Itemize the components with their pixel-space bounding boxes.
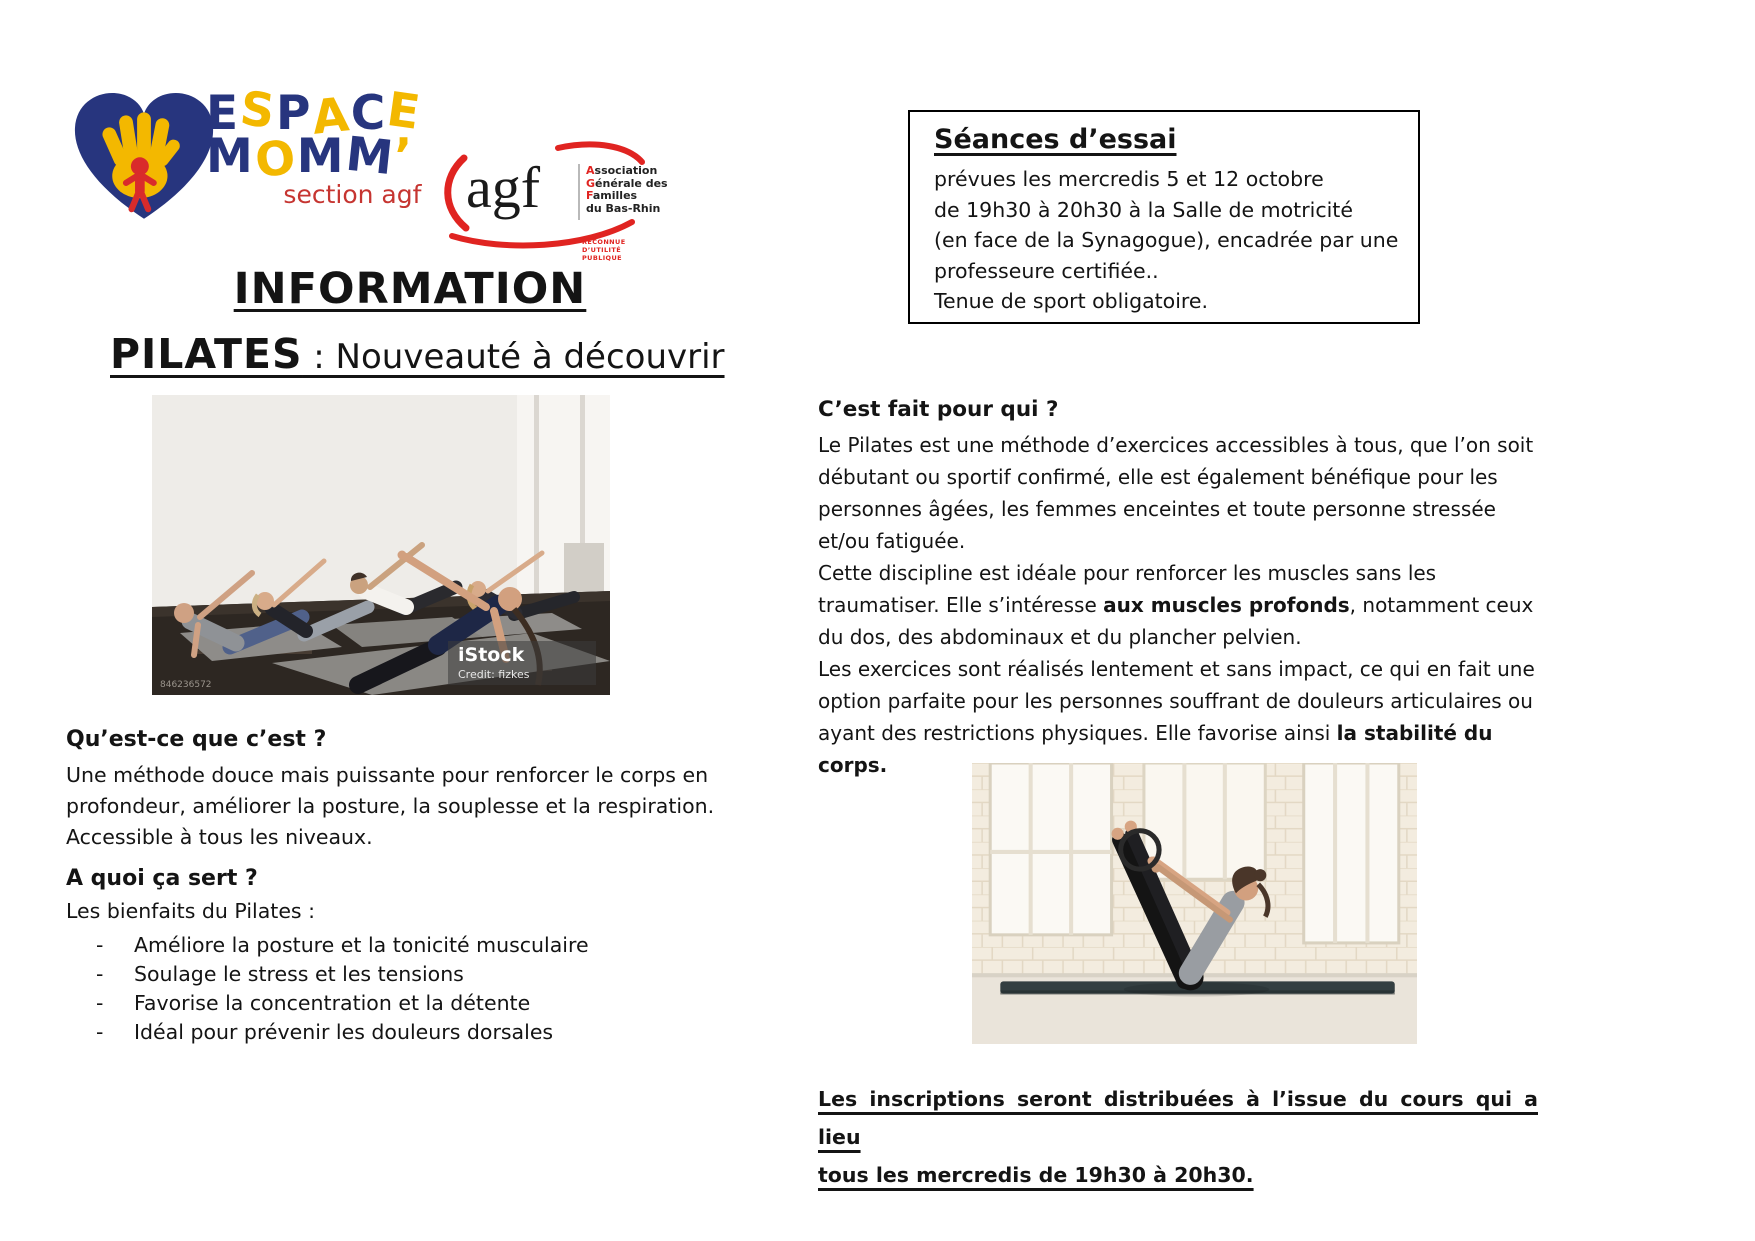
benefits-list — [96, 931, 736, 1047]
what-body: Une méthode douce mais puissante pour renforcer le corps en profondeur, améliorer la posture, la souplesse et la respiration. Accessible à tous les niveaux. — [66, 763, 715, 849]
logo-letter: E — [383, 81, 426, 142]
agf-footnote: RECONNUE D’UTILITÉ PUBLIQUE — [582, 238, 626, 262]
agf-initial: F — [586, 189, 593, 202]
list-item — [96, 989, 736, 1018]
who-paragraph-2 — [818, 557, 1554, 653]
why-intro: Les bienfaits du Pilates : — [66, 899, 316, 923]
svg-text:iStock: iStock — [458, 644, 525, 666]
group-class-illustration — [152, 395, 610, 695]
trial-box-line: de 19h30 à 20h30 à la Salle de motricité — [934, 197, 1353, 222]
bullet-dash: - — [96, 991, 104, 1015]
subtitle-rest: : Nouveauté à découvrir — [302, 337, 725, 377]
trial-sessions-box — [908, 110, 1420, 324]
bullet-text: Idéal pour prévenir les douleurs dorsales — [134, 1020, 554, 1044]
subtitle-pilates: PILATES — [110, 330, 303, 378]
list-item — [96, 931, 736, 960]
list-item — [96, 960, 736, 989]
photo-ref-number: 846236572 — [160, 680, 212, 690]
registration-line-2: tous les mercredis de 19h30 à 20h30. — [818, 1163, 1254, 1187]
who-p3-bold: la stabilité du corps. — [818, 721, 1493, 777]
who-paragraphs — [818, 429, 1554, 781]
logo-letter: S — [237, 81, 280, 141]
who-paragraph-1: Le Pilates est une méthode d’exercices accessibles à tous, que l’on soit débutant ou sportif confirmé, elle est également bénéfique pour les personnes âgées, les femmes enceintes et toute personne stressée et/ou fatiguée. — [818, 433, 1534, 553]
logo-letter: O — [251, 129, 301, 190]
svg-text:Credit: fizkes: Credit: fizkes — [458, 668, 530, 681]
agf-line: amilles — [592, 189, 638, 202]
who-p2-text: Cette discipline est idéale pour renforcer les muscles sans les traumatiser. Elle s’intéresse — [818, 561, 1437, 617]
window-right — [1304, 763, 1399, 943]
page-title: INFORMATION — [233, 264, 587, 314]
agf-line: du Bas-Rhin — [586, 201, 661, 215]
trial-box-line: Tenue de sport obligatoire. — [934, 289, 1209, 313]
trial-box-lines — [934, 164, 1400, 317]
group-class-photo — [152, 395, 610, 695]
bullet-text: Améliore la posture et la tonicité musculaire — [134, 933, 589, 957]
bullet-text: Soulage le stress et les tensions — [134, 962, 464, 986]
espace-momm-logo — [68, 81, 426, 242]
logo-letter: M — [296, 129, 346, 184]
trial-box-line: prévues les mercredis 5 et 12 octobre — [934, 167, 1324, 191]
logo-letter: ’ — [394, 129, 415, 184]
boat-pose-illustration — [972, 763, 1417, 1044]
logo-letter: M — [342, 126, 398, 187]
bullet-text: Favorise la concentration et la détente — [134, 991, 531, 1015]
list-item — [96, 1018, 736, 1047]
agf-divider — [578, 164, 580, 220]
bullet-dash: - — [96, 933, 104, 957]
boat-pose-photo — [972, 763, 1417, 1044]
agf-initial: A — [586, 164, 595, 177]
agf-logo — [430, 138, 668, 262]
espace-momm-wordmark — [206, 81, 426, 209]
logo-letter: C — [350, 86, 388, 141]
page-subtitle — [110, 330, 725, 378]
agf-line: ssociation — [594, 164, 658, 177]
what-heading: Qu’est-ce que c’est ? — [66, 727, 327, 752]
who-p2-text: , notamment ceux du dos, des abdominaux et du plancher pelvien. — [818, 593, 1534, 649]
agf-line: énérale des — [595, 176, 668, 190]
window-left — [990, 763, 1111, 935]
who-p3-text: Les exercices sont réalisés lentement et sans impact, ce qui en fait une option parfaite pour les personnes souffrant de douleurs articulaires ou ayant des restrictions physiques. Elle favorise ainsi — [818, 657, 1535, 745]
logo-letter: M — [206, 129, 255, 184]
heart-hand-child-icon — [68, 84, 220, 232]
who-heading: C’est fait pour qui ? — [818, 397, 1059, 422]
who-p2-bold: aux muscles profonds — [1103, 593, 1350, 617]
why-heading: A quoi ça sert ? — [66, 866, 258, 891]
who-paragraph-3 — [818, 653, 1554, 781]
registration-line-1: Les inscriptions seront distribuées à l’issue du cours qui a lieu — [818, 1087, 1538, 1149]
trial-box-line: (en face de la Synagogue), encadrée par une — [934, 228, 1399, 252]
trial-box-line: professeure certifiée.. — [934, 258, 1159, 283]
agf-acronym: agf — [466, 155, 541, 220]
istock-watermark — [448, 641, 596, 685]
bullet-dash: - — [96, 962, 104, 986]
logo-letter: A — [309, 87, 354, 146]
bullet-dash: - — [96, 1020, 104, 1044]
registration-notice — [818, 1080, 1538, 1194]
section-agf-label: section agf — [283, 180, 422, 209]
trial-box-heading: Séances d’essai — [934, 124, 1177, 155]
agf-initial: G — [586, 176, 596, 190]
logo-letter: P — [275, 86, 313, 141]
agf-full-name — [586, 165, 668, 215]
logo-letter: E — [206, 86, 241, 141]
